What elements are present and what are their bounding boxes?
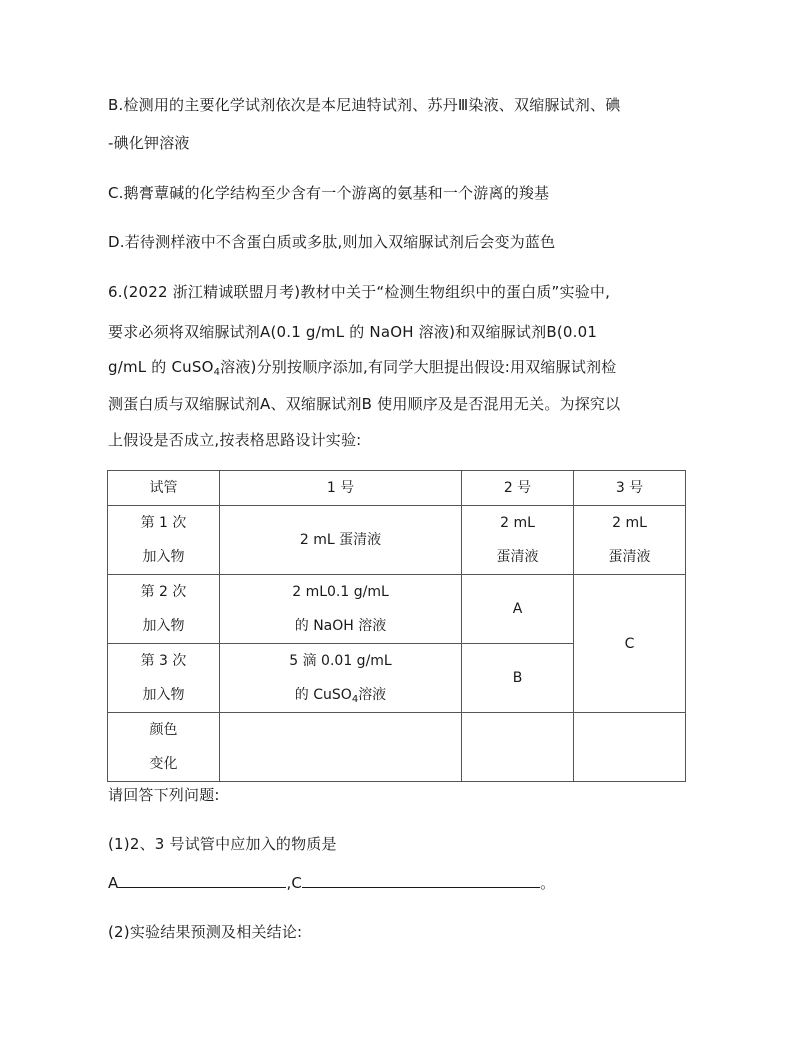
table-row-2 — [108, 575, 686, 644]
row1-label: 第 1 次 加入物 — [108, 506, 220, 575]
row4-tube2 — [462, 713, 574, 782]
row1-tube1: 2 mL 蛋清液 — [220, 506, 462, 575]
row4-tube1 — [220, 713, 462, 782]
blank-a-field[interactable] — [118, 873, 286, 888]
question6-line4: 测蛋白质与双缩脲试剂A、双缩脲试剂B 使用顺序及是否混用无关。为探究以 — [108, 395, 621, 413]
question6-line3-b: 溶液)分别按顺序添加,有同学大胆提出假设:用双缩脲试剂检 — [220, 358, 617, 376]
option-c: C.鹅膏蕈碱的化学结构至少含有一个游离的氨基和一个游离的羧基 — [108, 184, 550, 202]
row2-tube2: A — [462, 575, 574, 644]
experiment-table — [107, 470, 686, 782]
row2-tube1: 2 mL0.1 g/mL 的 NaOH 溶液 — [220, 575, 462, 644]
sub-question-1: (1)2、3 号试管中应加入的物质是 — [108, 835, 337, 853]
question6-line2: 要求必须将双缩脲试剂A(0.1 g/mL 的 NaOH 溶液)和双缩脲试剂B(0.01 — [108, 323, 598, 341]
row3-tube1: 5 滴 0.01 g/mL 的 CuSO$_4$溶液 — [220, 644, 462, 713]
header-tube-1: 1 号 — [220, 471, 462, 506]
header-tube-3: 3 号 — [574, 471, 686, 506]
header-tube: 试管 — [108, 471, 220, 506]
sub-question-2: (2)实验结果预测及相关结论: — [108, 923, 303, 941]
header-tube-2: 2 号 — [462, 471, 574, 506]
question6-line5: 上假设是否成立,按表格思路设计实验: — [108, 431, 362, 449]
subscript-4: 4 — [213, 367, 221, 378]
question6-line3 — [108, 357, 616, 377]
answer-line — [108, 873, 555, 893]
row3-label: 第 3 次 加入物 — [108, 644, 220, 713]
option-b-line2: -碘化钾溶液 — [108, 134, 190, 152]
blank-a-label: A — [108, 874, 119, 892]
table-row-1 — [108, 506, 686, 575]
row1-tube3: 2 mL 蛋清液 — [574, 506, 686, 575]
question6-line1: 6.(2022 浙江精诚联盟月考)教材中关于“检测生物组织中的蛋白质”实验中, — [108, 283, 611, 301]
row2-label: 第 2 次 加入物 — [108, 575, 220, 644]
row1-tube2: 2 mL 蛋清液 — [462, 506, 574, 575]
sentence-end: 。 — [540, 874, 556, 892]
option-b-line1: B.检测用的主要化学试剂依次是本尼迪特试剂、苏丹Ⅲ染液、双缩脲试剂、碘 — [108, 96, 621, 114]
option-d: D.若待测样液中不含蛋白质或多肽,则加入双缩脲试剂后会变为蓝色 — [108, 233, 556, 251]
blank-c-field[interactable] — [302, 873, 540, 888]
table-row-4 — [108, 713, 686, 782]
answer-prompt: 请回答下列问题: — [108, 786, 220, 804]
row4-label: 颜色 变化 — [108, 713, 220, 782]
table-header-row — [108, 471, 686, 506]
row3-tube2: B — [462, 644, 574, 713]
row2-3-tube3: C — [574, 575, 686, 713]
question6-line3-a: g/mL 的 CuSO — [108, 358, 214, 376]
row4-tube3 — [574, 713, 686, 782]
blank-c-label: ,C — [286, 874, 303, 892]
